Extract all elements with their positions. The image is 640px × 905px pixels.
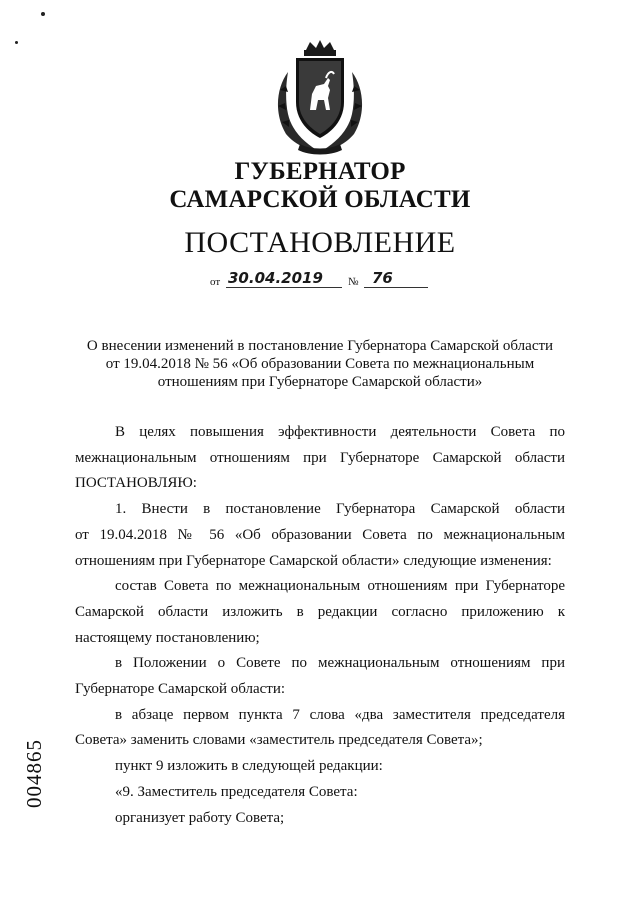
date-number-line	[210, 268, 440, 292]
body-line: пункт 9 изложить в следующей редакции:	[115, 758, 383, 775]
document-number: 76	[372, 269, 393, 287]
authority-line-2: САМАРСКОЙ ОБЛАСТИ	[169, 186, 471, 213]
document-type: ПОСТАНОВЛЕНИЕ	[184, 226, 456, 259]
date-underline	[226, 287, 342, 288]
body-line: состав Совета по межнациональным отношениям при Губернаторе	[115, 578, 565, 595]
body-line: межнациональным отношениям при Губернаторе Самарской области	[75, 449, 565, 466]
body-line: организует работу Совета;	[115, 809, 285, 826]
body-line: Самарской области изложить в редакции согласно приложению к	[75, 603, 565, 620]
number-underline	[364, 287, 428, 288]
body-line: 1. Внести в постановление Губернатора Самарской области	[115, 501, 565, 518]
document-date: 30.04.2019	[228, 269, 323, 287]
document-body	[75, 420, 565, 831]
body-line: настоящему постановлению;	[75, 629, 260, 646]
body-line: в абзаце первом пункта 7 слова «два заместителя председателя	[115, 706, 565, 723]
title-line: О внесении изменений в постановление Губернатора Самарской области	[86, 338, 554, 354]
title-line: от 19.04.2018 № 56 «Об образовании Совета по межнациональным	[105, 356, 535, 372]
body-line: отношениям при Губернаторе Самарской области» следующие изменения:	[75, 552, 552, 569]
number-label: №	[348, 276, 359, 288]
body-line: ПОСТАНОВЛЯЮ:	[75, 475, 197, 492]
body-line: Губернаторе Самарской области:	[75, 681, 286, 698]
margin-registration-number: 004865	[22, 739, 46, 808]
scan-speck	[41, 12, 45, 16]
title-line: отношениям при Губернаторе Самарской области»	[157, 374, 483, 390]
body-line: Совета» заменить словами «заместитель председателя Совета»;	[75, 732, 483, 749]
coat-of-arms-icon	[266, 40, 374, 156]
scan-speck	[15, 41, 18, 44]
body-line: в Положении о Совете по межнациональным отношениям при	[115, 655, 565, 672]
body-line: от 19.04.2018 № 56 «Об образовании Совета по межнациональным	[75, 526, 565, 543]
authority-line-1: ГУБЕРНАТОР	[234, 158, 406, 185]
body-line: В целях повышения эффективности деятельности Совета по	[115, 424, 565, 440]
document-title	[60, 337, 580, 391]
date-from-label: от	[210, 276, 221, 288]
body-line: «9. Заместитель председателя Совета:	[115, 783, 358, 800]
